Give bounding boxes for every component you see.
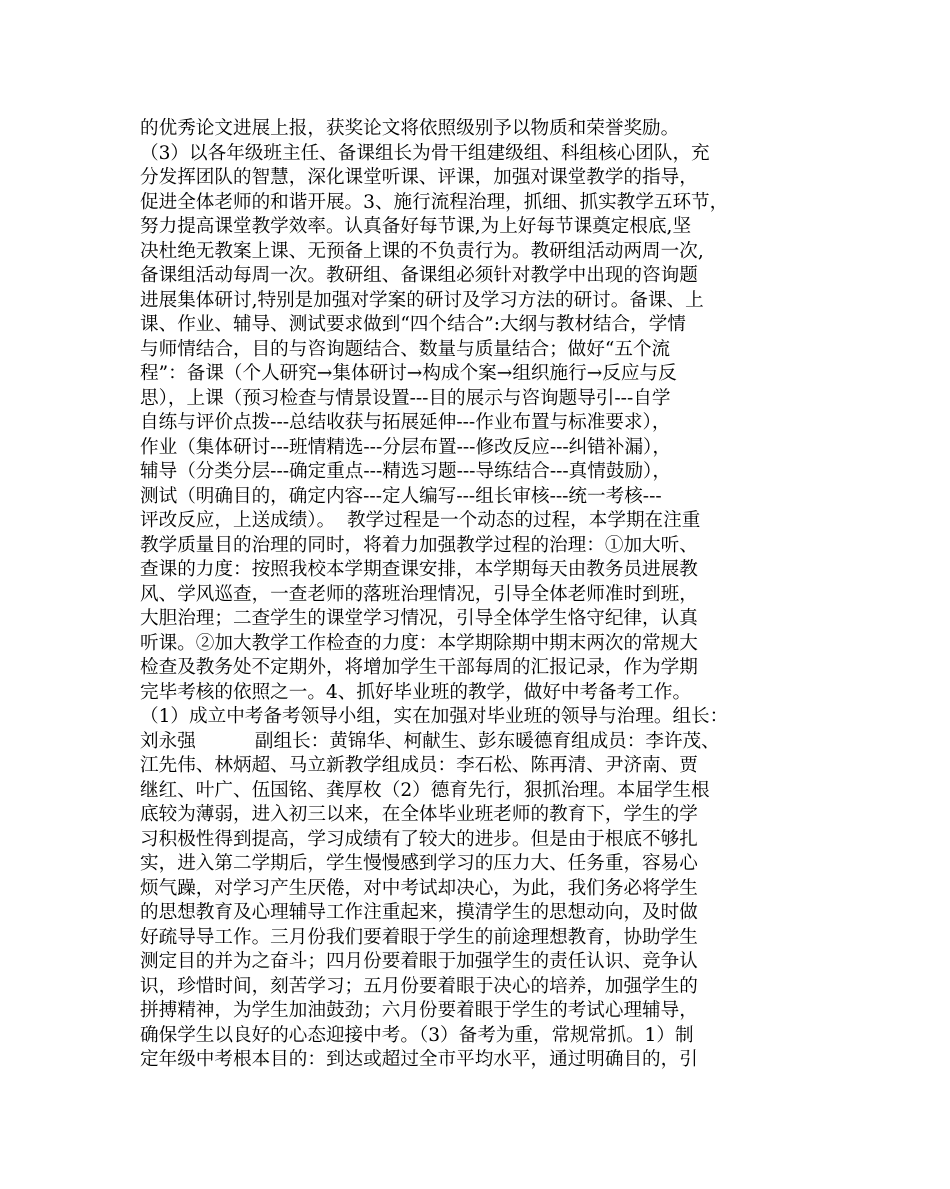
text-line: 努力提高课堂教学效率。认真备好每节课,为上好每节课奠定根底,坚 [140, 216, 692, 237]
text-line: 分发挥团队的智慧，深化课堂听课、评课，加强对课堂教学的指导， [140, 167, 698, 188]
text-line: 备课组活动每周一次。教研组、备课组必须针对教学中出现的咨询题 [140, 265, 698, 286]
text-line: 思），上课（预习检查与情景设置---目的展示与咨询题导引---自学 [140, 387, 671, 409]
text-line: 大胆治理；二查学生的课堂学习情况，引导全体学生恪守纪律，认真 [140, 608, 698, 629]
text-line: （3）以各年级班主任、备课组长为骨干组建级组、科组核心团队，充 [140, 142, 710, 164]
text-line: 定年级中考根本目的：到达或超过全市平均水平，通过明确目的，引 [140, 1049, 698, 1070]
text-line: 好疏导导工作。三月份我们要着眼于学生的前途理想教育，协助学生 [140, 926, 698, 948]
text-line: 江先伟、林炳超、马立新教学组成员：李石松、陈再清、尹济南、贾 [140, 755, 698, 776]
text-line: 作业（集体研讨---班情精选---分层布置---修改反应---纠错补漏）， [140, 436, 671, 458]
text-line: 程”：备课（个人研究→集体研讨→构成个案→组织施行→反应与反 [140, 363, 677, 384]
text-line: 拼搏精神，为学生加油鼓劲；六月份要着眼于学生的考试心理辅导， [140, 1000, 698, 1021]
text-line: 促进全体老师的和谐开展。3、施行流程治理，抓细、抓实教学五环节， [140, 191, 729, 213]
text-line: 刘永强 副组长：黄锦华、柯献生、彭东暖德育组成员：李许茂、 [140, 730, 720, 752]
text-line: 决杜绝无教案上课、无预备上课的不负责行为。教研组活动两周一次, [140, 240, 704, 262]
text-line: 与师情结合，目的与咨询题结合、数量与质量结合；做好“五个流 [140, 338, 671, 360]
text-line: 完毕考核的依照之一。4、抓好毕业班的教学，做好中考备考工作。 [140, 681, 692, 703]
text-line: 自练与评价点拨---总结收获与拓展延伸---作业布置与标准要求）， [140, 412, 671, 433]
text-line: 底较为薄弱，进入初三以来，在全体毕业班老师的教育下，学生的学 [140, 804, 698, 825]
text-line: 测定目的并为之奋斗；四月份要着眼于加强学生的责任认识、竞争认 [140, 951, 698, 972]
text-line: 测试（明确目的，确定内容---定人编写---组长审核---统一考核--- [140, 485, 662, 507]
text-line: 风、学风巡查，一查老师的落班治理情况，引导全体老师准时到班， [140, 583, 698, 605]
text-line: 查课的力度：按照我校本学期查课安排，本学期每天由教务员进展教 [140, 559, 698, 580]
text-line: 烦气躁，对学习产生厌倦，对中考试却决心，为此，我们务必将学生 [140, 877, 698, 899]
text-line: 的思想教育及心理辅导工作注重起来，摸清学生的思想动向，及时做 [140, 902, 698, 923]
text-line: 继红、叶广、伍国铭、龚厚枚（2）德育先行，狠抓治理。本届学生根 [140, 779, 710, 801]
text-line: 实，进入第二学期后，学生慢慢感到学习的压力大、任务重，容易心 [140, 853, 698, 874]
text-line: 确保学生以良好的心态迎接中考。（3）备考为重，常规常抓。1）制 [140, 1024, 694, 1046]
text-line: 教学质量目的治理的同时，将着力加强教学过程的治理：①加大听、 [140, 534, 698, 556]
text-line: 听课。②加大教学工作检查的力度：本学期除期中期末两次的常规大 [140, 632, 698, 654]
text-line: 识，珍惜时间，刻苦学习；五月份要着眼于决心的培养，加强学生的 [140, 975, 698, 997]
text-line: 辅导（分类分层---确定重点---精选习题---导练结合---真情鼓励）， [140, 461, 671, 482]
text-line: 的优秀论文进展上报，获奖论文将依照级别予以物质和荣誉奖励。 [140, 118, 680, 139]
text-line: 习积极性得到提高，学习成绩有了较大的进步。但是由于根底不够扎 [140, 828, 698, 850]
text-line: 进展集体研讨,特别是加强对学案的研讨及学习方法的研讨。备课、上 [140, 289, 704, 311]
text-line: 检查及教务处不定期外，将增加学生干部每周的汇报记录，作为学期 [140, 657, 698, 678]
document-body [140, 117, 830, 1073]
text-line: （1）成立中考备考领导小组，实在加强对毕业班的领导与治理。组长： [140, 706, 729, 727]
text-line: 评改反应，上送成绩）。 教学过程是一个动态的过程，本学期在注重 [140, 510, 701, 531]
text-line: 课、作业、辅导、测试要求做到“四个结合”:大纲与教材结合，学情 [140, 314, 686, 335]
